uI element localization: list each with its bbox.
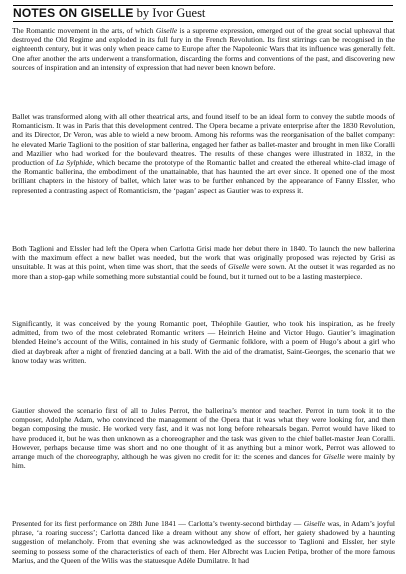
paragraph-2-text-1: Ballet was transformed along with all other theatrical arts, and found itself to be an ideal form to convey the subtle moods of Romanticism. It was in Paris that this development centred. The Opera became a private enterprise after the 1830 Revolution, and its Director, Dr Veron, was able to wield a new broom. Among his reforms was the reorganisation of the ballet company: he elevated Marie Taglioni to the position of star ballerina, engaged her father as ballet-master and brought in men like Coralli and Mazilier who had worked for the boulevard theatres. The results of these changes were illustrated in 1832, in the production of (12, 112, 395, 167)
paragraph-5-text-2: were mainly by him. (12, 451, 395, 471)
paragraph-4 (12, 319, 395, 365)
paragraph-5 (12, 406, 395, 470)
title-main: NOTES ON GISELLE (13, 6, 134, 20)
paragraph-3-text-2: were sown. At the outset it was regarded as no more than a stop-gap while something more substantial could be found, but it turned out to be a lasting masterpiece. (12, 262, 395, 281)
paragraph-6 (12, 519, 395, 565)
paragraph-2-italic-1: La Sylphide (55, 157, 93, 167)
paragraph-2-text-2: , which became the prototype of the Romantic ballet and created the ethereal white-clad image of the Romantic ballerina, the embodiment of the unattainable, that has haunted the art ever since. It opened one of the most brilliant chapters in the history of ballet, which later was to be further enhanced by the appearance of Fanny Elssler, who represented a contrasting aspect of Romanticism, the ‘pagan’ aspect as Gautier was to express it. (12, 157, 395, 195)
paragraph-1-italic-1: Giselle (155, 26, 178, 35)
page-title (13, 5, 393, 22)
paragraph-3-italic-1: Giselle (228, 262, 250, 272)
paragraph-1-text-1: The Romantic movement in the arts, of which (12, 26, 156, 35)
paragraph-3-text-1: Both Taglioni and Elssler had left the Opera when Carlotta Grisi made her debut there in 1840. To launch the new ballerina with the maximum effect a new ballet was needed, but the work that was originally proposed was rejected by Grisi as unsuitable. It was at this point, when time was short, that the seeds of (12, 244, 395, 272)
title-byline: by Ivor Guest (133, 6, 206, 20)
paragraph-6-italic-1: Giselle (303, 519, 326, 528)
paragraph-6-text-2: was, in Adam’s joyful phrase, ‘a roaring success’; Carlotta danced like a dream without any show of effort, her gaiety shadowed by a haunting suggestion of melancholy. From that evening she was acknowledged as the successor to Taglioni and Elssler, her style seeming to possess some of the characteristics of each of them. Her Albrecht was Lucien Petipa, brother of the more famous Marius, and the Queen of the Wilis was the statuesque Adèle Dumilatre. It had (12, 519, 395, 565)
paragraph-5-text-1: Gautier showed the scenario first of all to Jules Perrot, the ballerina’s mentor and teacher. Perrot in turn took it to the composer, Adolphe Adam, who convinced the management of the Opera that it was what they were looking for, and then began composing the music. He worked very fast, and it was not long before rehearsals began. Perrot would have liked to have produced it, but he was then unknown as a choreographer and the task was given to the chief ballet-master Jean Coralli. However, perhaps because time was short and no one thought of it as anything but a minor work, Perrot was allowed to arrange much of the choreography, although he was given no credit for it: the scenes and dances for (12, 406, 395, 461)
paragraph-3 (12, 244, 395, 281)
paragraph-1-text-2: is a supreme expression, emerged out of the great social upheaval that destroyed the Old Regime and exploded in its full fury in the French Revolution. Its first stirrings can be recognised in the eighteenth century, but it was only when peace came to Europe after the Napoleonic Wars that its influence was generally felt. One after another the arts underwent a transformation, discarding the forms and conventions of the past, and discovering new sources of inspiration and an intensity of expression that had never been known before. (12, 26, 395, 72)
paragraph-4-text-1: Significantly, it was conceived by the young Romantic poet, Théophile Gautier, who took his inspiration, as he freely admitted, from two of the most celebrated Romantic writers — Heinrich Heine and Victor Hugo. Gautier’s imagination blended Heine’s account of the Wilis, contained in his study of Germanic folklore, with a poem of Hugo’s about a girl who died at daybreak after a night of frenzied dancing at a ball. With the aid of the dramatist, Saint-Georges, the scenario that we know today was written. (12, 319, 395, 365)
paragraph-5-italic-1: Giselle (323, 451, 345, 461)
paragraph-6-text-1: Presented for its first performance on 28th June 1841 — Carlotta’s twenty-second birthday — (12, 519, 304, 528)
paragraph-1 (12, 26, 395, 72)
paragraph-2 (12, 112, 395, 195)
